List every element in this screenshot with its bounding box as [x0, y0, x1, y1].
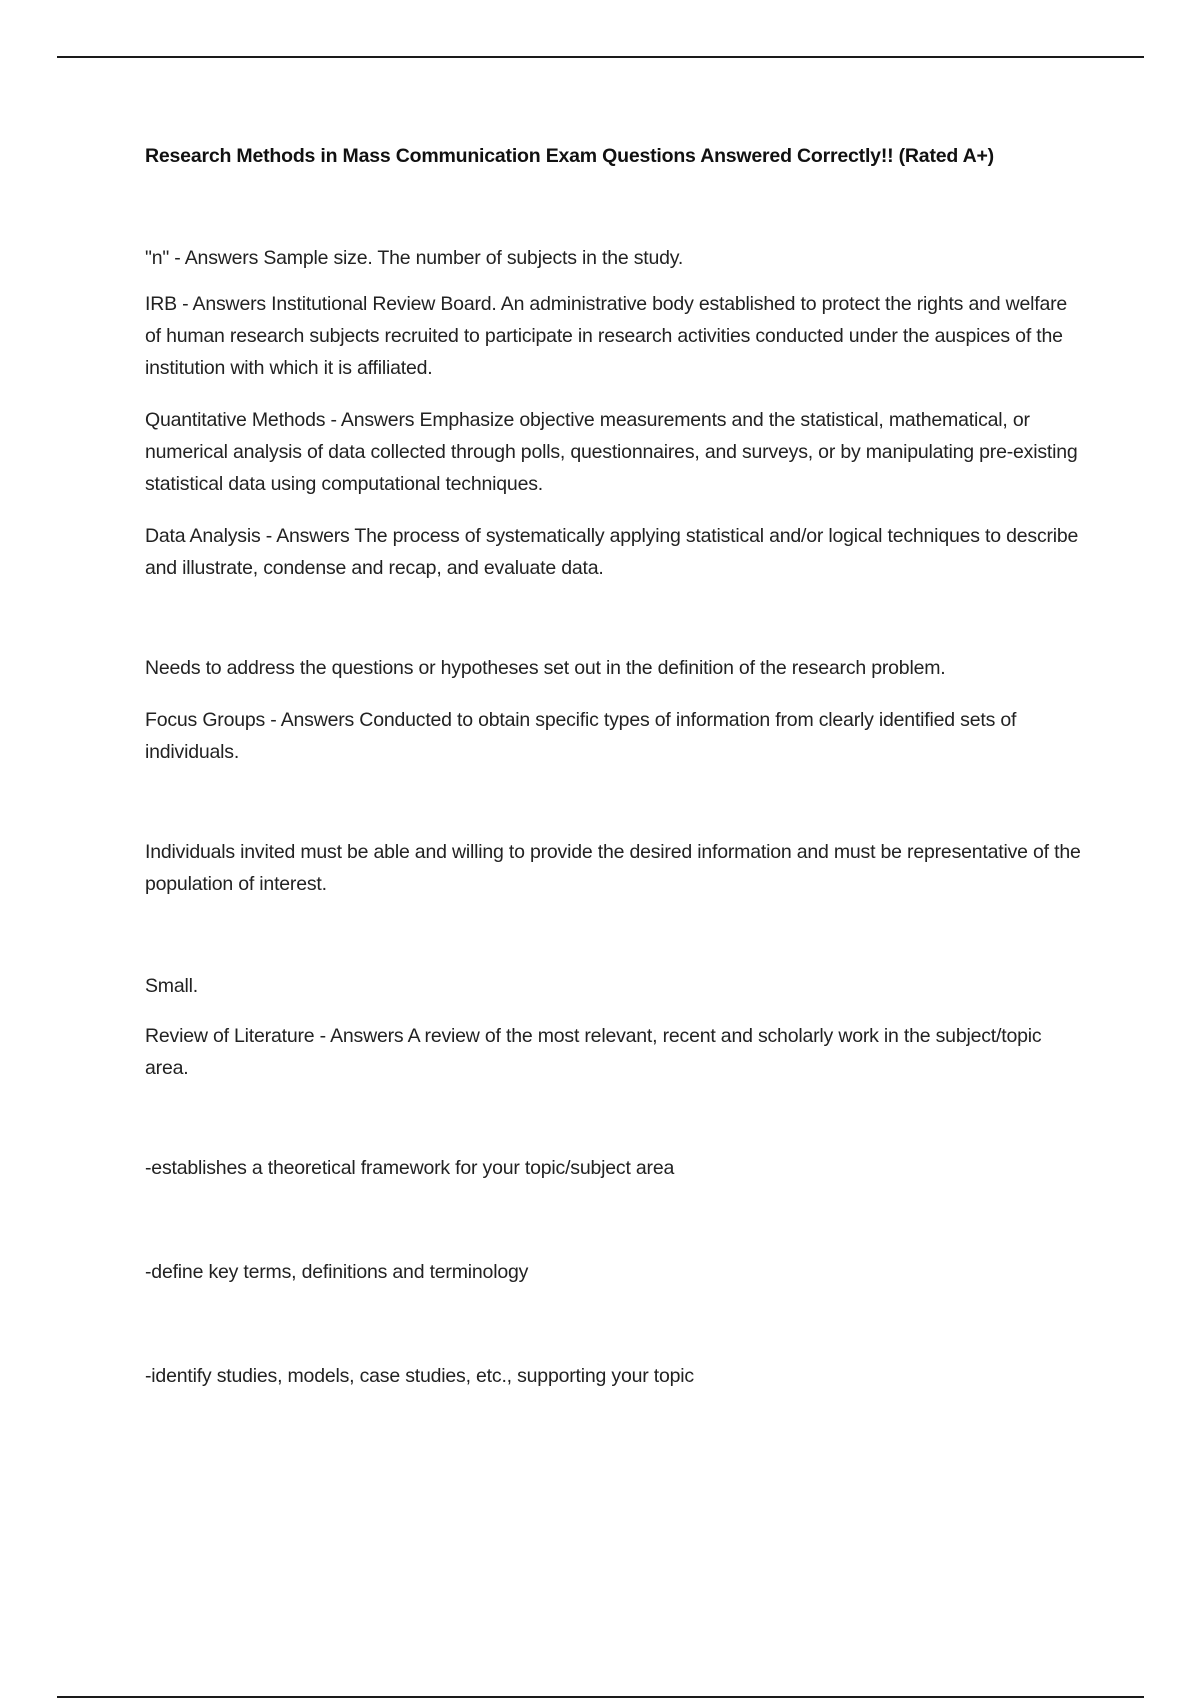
bottom-divider — [57, 1696, 1144, 1698]
paragraph-n-sample-size: "n" - Answers Sample size. The number of subjects in the study. — [145, 247, 684, 269]
paragraph-focus-groups: Focus Groups - Answers Conducted to obtain specific types of information from clearly identified sets of individuals. — [145, 709, 1017, 763]
paragraph-research-problem: Needs to address the questions or hypotheses set out in the definition of the research problem. — [145, 657, 946, 679]
paragraph-data-analysis: Data Analysis - Answers The process of systematically applying statistical and/or logical techniques to describe and illustrate, condense and recap, and evaluate data. — [145, 525, 1079, 579]
top-divider — [57, 56, 1144, 58]
document-title: Research Methods in Mass Communication Exam Questions Answered Correctly!! (Rated A+) — [145, 145, 994, 167]
list-item-theoretical-framework: -establishes a theoretical framework for your topic/subject area — [145, 1157, 675, 1179]
paragraph-irb: IRB - Answers Institutional Review Board. An administrative body established to protect the rights and welfare of human research subjects recruited to participate in research activities conducted under the auspices of the institution with which it is affiliated. — [145, 293, 1068, 379]
paragraph-review-of-literature: Review of Literature - Answers A review of the most relevant, recent and scholarly work in the subject/topic area. — [145, 1025, 1042, 1079]
paragraph-small: Small. — [145, 975, 198, 997]
list-item-key-terms: -define key terms, definitions and terminology — [145, 1261, 529, 1283]
document-body — [145, 140, 1085, 1392]
list-item-identify-studies: -identify studies, models, case studies, etc., supporting your topic — [145, 1365, 694, 1387]
paragraph-quantitative-methods: Quantitative Methods - Answers Emphasize objective measurements and the statistical, mathematical, or numerical analysis of data collected through polls, questionnaires, and surveys, or by manipulating pre-existing statistical data using computational techniques. — [145, 409, 1078, 495]
paragraph-individuals-invited: Individuals invited must be able and willing to provide the desired information and must be representative of the population of interest. — [145, 841, 1081, 895]
